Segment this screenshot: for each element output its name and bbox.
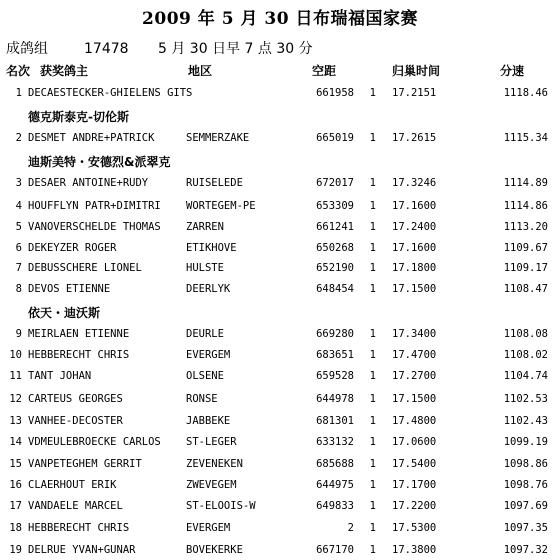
- result-count: 1: [369, 242, 376, 254]
- result-speed: 1098.76: [503, 479, 548, 491]
- result-name: HEBBERECHT CHRIS: [28, 522, 130, 534]
- header-distance: 空距: [312, 64, 337, 78]
- result-position: 11: [9, 370, 22, 382]
- result-time: 17.2151: [392, 87, 437, 99]
- result-position: 4: [15, 200, 22, 212]
- result-distance: 661958: [316, 87, 354, 99]
- result-speed: 1098.86: [503, 458, 548, 470]
- result-name: VANPETEGHEM GERRIT: [28, 458, 142, 470]
- result-count: 1: [369, 328, 376, 340]
- result-distance: 667170: [316, 544, 354, 556]
- table-row: [0, 324, 560, 344]
- table-row: [0, 279, 560, 299]
- result-count: 1: [369, 544, 376, 556]
- result-count: 1: [369, 87, 376, 99]
- header-return-time: 归巢时间: [392, 64, 441, 78]
- result-location: HULSTE: [186, 262, 224, 274]
- result-count: 1: [369, 458, 376, 470]
- result-count: 1: [369, 393, 376, 405]
- result-distance: 652190: [316, 262, 354, 274]
- result-time: 17.5400: [392, 458, 437, 470]
- result-name: DELRUE YVAN+GUNAR: [28, 544, 136, 556]
- result-time: 17.2400: [392, 221, 437, 233]
- result-distance: 653309: [316, 200, 354, 212]
- table-row: [0, 238, 560, 258]
- result-position: 6: [15, 242, 22, 254]
- release-time: 5 月 30 日早 7 点 30 分: [158, 41, 313, 57]
- result-time: 17.1600: [392, 242, 437, 254]
- result-count: 1: [369, 436, 376, 448]
- result-time: 17.0600: [392, 436, 437, 448]
- result-name: VANDAELE MARCEL: [28, 500, 123, 512]
- result-location: DEERLYK: [186, 283, 231, 295]
- result-count: 1: [369, 177, 376, 189]
- result-name: DESMET ANDRE+PATRICK: [28, 132, 155, 144]
- result-position: 8: [15, 283, 22, 295]
- table-row: [0, 128, 560, 148]
- result-location: ST-LEGER: [186, 436, 237, 448]
- result-count: 1: [369, 262, 376, 274]
- result-name: DEBUSSCHERE LIONEL: [28, 262, 142, 274]
- result-speed: 1102.43: [503, 415, 548, 427]
- result-location: OLSENE: [186, 370, 224, 382]
- result-distance: 649833: [316, 500, 354, 512]
- result-time: 17.2615: [392, 132, 437, 144]
- table-row: [0, 389, 560, 409]
- result-location: EVERGEM: [186, 349, 231, 361]
- race-category: 成鸽组: [6, 41, 48, 57]
- result-position: 7: [15, 262, 22, 274]
- result-count: 1: [369, 479, 376, 491]
- result-name: CLAERHOUT ERIK: [28, 479, 117, 491]
- result-position: 19: [9, 544, 22, 556]
- result-distance: 683651: [316, 349, 354, 361]
- result-location: ZARREN: [186, 221, 224, 233]
- result-time: 17.1500: [392, 393, 437, 405]
- result-name: TANT JOHAN: [28, 370, 92, 382]
- result-name: HOUFFLYN PATR+DIMITRI: [28, 200, 161, 212]
- result-location: EVERGEM: [186, 522, 231, 534]
- result-speed: 1108.02: [503, 349, 548, 361]
- result-position: 2: [15, 132, 22, 144]
- header-region: 地区: [188, 64, 213, 78]
- result-time: 17.1600: [392, 200, 437, 212]
- result-position: 3: [15, 177, 22, 189]
- result-speed: 1097.32: [503, 544, 548, 556]
- result-name: DEKEYZER ROGER: [28, 242, 117, 254]
- result-name: VANHEE-DECOSTER: [28, 415, 123, 427]
- result-count: 1: [369, 349, 376, 361]
- result-name: DECAESTECKER-GHIELENS GITS: [28, 87, 193, 99]
- result-count: 1: [369, 132, 376, 144]
- result-location: ZWEVEGEM: [186, 479, 237, 491]
- result-name: VANOVERSCHELDE THOMAS: [28, 221, 161, 233]
- result-position: 16: [9, 479, 22, 491]
- result-speed: 1108.47: [503, 283, 548, 295]
- result-position: 15: [9, 458, 22, 470]
- result-position: 10: [9, 349, 22, 361]
- table-row: [0, 432, 560, 452]
- header-winner: 获奖鸽主: [40, 64, 89, 78]
- table-row: [0, 345, 560, 365]
- header-position: 名次: [6, 64, 31, 78]
- result-location: BOVEKERKE: [186, 544, 243, 556]
- result-distance: 681301: [316, 415, 354, 427]
- result-speed: 1115.34: [503, 132, 548, 144]
- result-name: HEBBERECHT CHRIS: [28, 349, 130, 361]
- result-count: 1: [369, 370, 376, 382]
- result-name: CARTEUS GEORGES: [28, 393, 123, 405]
- result-distance: 648454: [316, 283, 354, 295]
- result-time: 17.2200: [392, 500, 437, 512]
- result-time: 17.3800: [392, 544, 437, 556]
- table-row: [0, 454, 560, 474]
- result-location: ETIKHOVE: [186, 242, 237, 254]
- result-location: ST-ELOOIS-W: [186, 500, 256, 512]
- result-count: 1: [369, 200, 376, 212]
- result-speed: 1109.67: [503, 242, 548, 254]
- table-row: [0, 366, 560, 386]
- result-distance: 661241: [316, 221, 354, 233]
- result-speed: 1114.89: [503, 177, 548, 189]
- table-row: [0, 217, 560, 237]
- result-time: 17.1500: [392, 283, 437, 295]
- result-name: VDMEULEBROECKE CARLOS: [28, 436, 161, 448]
- page-title: 2009 年 5 月 30 日布瑞福国家赛: [142, 9, 418, 29]
- result-time: 17.1700: [392, 479, 437, 491]
- result-count: 1: [369, 221, 376, 233]
- result-count: 1: [369, 283, 376, 295]
- result-speed: 1109.17: [503, 262, 548, 274]
- table-row: [0, 173, 560, 193]
- result-speed: 1102.53: [503, 393, 548, 405]
- result-position: 9: [15, 328, 22, 340]
- result-speed: 1099.19: [503, 436, 548, 448]
- result-speed: 1097.35: [503, 522, 548, 534]
- result-speed: 1113.20: [503, 221, 548, 233]
- table-row: [0, 496, 560, 516]
- result-time: 17.4700: [392, 349, 437, 361]
- result-location: RONSE: [186, 393, 218, 405]
- result-position: 13: [9, 415, 22, 427]
- result-position: 12: [9, 393, 22, 405]
- result-distance: 2: [347, 522, 354, 534]
- result-count: 1: [369, 500, 376, 512]
- table-row: [0, 196, 560, 216]
- result-time: 17.3400: [392, 328, 437, 340]
- result-distance: 685688: [316, 458, 354, 470]
- result-name: MEIRLAEN ETIENNE: [28, 328, 130, 340]
- result-speed: 1114.86: [503, 200, 548, 212]
- result-distance: 644975: [316, 479, 354, 491]
- result-name: DESAER ANTOINE+RUDY: [28, 177, 149, 189]
- result-location: DEURLE: [186, 328, 224, 340]
- table-row: [0, 475, 560, 495]
- table-row: [0, 411, 560, 431]
- result-time: 17.2700: [392, 370, 437, 382]
- result-time: 17.4800: [392, 415, 437, 427]
- result-distance: 650268: [316, 242, 354, 254]
- result-speed: 1118.46: [503, 87, 548, 99]
- result-distance: 672017: [316, 177, 354, 189]
- result-location: JABBEKE: [186, 415, 231, 427]
- result-location: SEMMERZAKE: [186, 132, 250, 144]
- section-label: 迪斯美特・安德烈&派翠克: [28, 155, 171, 169]
- result-name: DEVOS ETIENNE: [28, 283, 111, 295]
- result-distance: 665019: [316, 132, 354, 144]
- section-label: 依天・迪沃斯: [28, 306, 101, 320]
- entry-count: 17478: [84, 41, 129, 57]
- result-position: 1: [15, 87, 22, 99]
- result-time: 17.3246: [392, 177, 437, 189]
- result-position: 18: [9, 522, 22, 534]
- result-location: ZEVENEKEN: [186, 458, 243, 470]
- result-position: 17: [9, 500, 22, 512]
- result-location: RUISELEDE: [186, 177, 243, 189]
- result-speed: 1108.08: [503, 328, 548, 340]
- table-row: [0, 83, 560, 103]
- result-distance: 669280: [316, 328, 354, 340]
- result-speed: 1104.74: [503, 370, 548, 382]
- result-count: 1: [369, 415, 376, 427]
- result-count: 1: [369, 522, 376, 534]
- header-speed: 分速: [500, 64, 525, 78]
- result-distance: 644978: [316, 393, 354, 405]
- result-time: 17.5300: [392, 522, 437, 534]
- result-position: 5: [15, 221, 22, 233]
- result-distance: 659528: [316, 370, 354, 382]
- table-row: [0, 258, 560, 278]
- result-time: 17.1800: [392, 262, 437, 274]
- section-label: 德克斯泰克-切伦斯: [28, 110, 129, 124]
- result-location: WORTEGEM-PE: [186, 200, 256, 212]
- result-distance: 633132: [316, 436, 354, 448]
- result-speed: 1097.69: [503, 500, 548, 512]
- table-row: [0, 540, 560, 560]
- table-row: [0, 518, 560, 538]
- result-position: 14: [9, 436, 22, 448]
